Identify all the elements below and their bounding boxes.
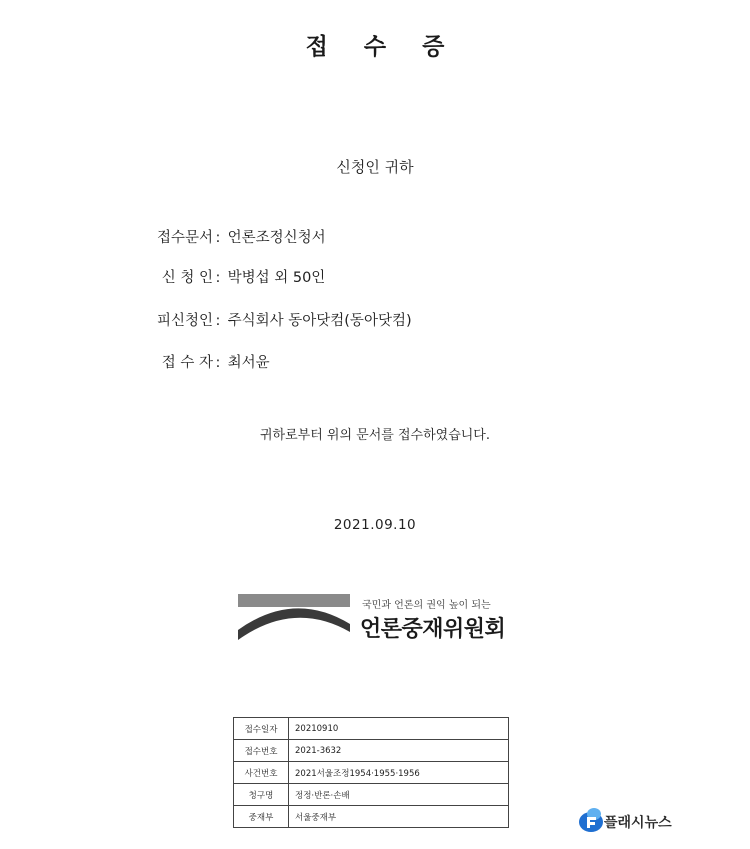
- watermark-text: 플래시뉴스: [604, 815, 672, 831]
- field-label: 접 수 자: [161, 355, 213, 371]
- logo-tagline: 국민과 언론의 권익 높이 되는: [362, 600, 491, 611]
- field-value: 주식회사 동아닷컴(동아닷컴): [227, 313, 412, 329]
- field-colon: :: [215, 313, 221, 329]
- table-key: 사건번호: [234, 762, 289, 784]
- field-applicant: [145, 266, 325, 287]
- organization-name: 언론중재위원회: [360, 617, 506, 642]
- receipt-message: 귀하로부터 위의 문서를 접수하였습니다.: [259, 428, 490, 443]
- table-value: 정정·반론·손배: [289, 784, 509, 806]
- table-row: [234, 784, 509, 806]
- field-value: 박병섭 외 50인: [227, 270, 326, 286]
- table-row: [234, 806, 509, 828]
- field-colon: :: [215, 355, 221, 371]
- table-key: 청구명: [234, 784, 289, 806]
- field-document: [145, 226, 326, 247]
- field-colon: :: [215, 230, 221, 246]
- field-receiver: [145, 351, 270, 372]
- document-title: 접 수 증: [305, 34, 459, 60]
- table-key: 접수일자: [234, 718, 289, 740]
- table-row: [234, 740, 509, 762]
- field-label: 피신청인: [156, 313, 213, 329]
- field-label: 신 청 인: [161, 270, 213, 286]
- addressee-line: 신청인 귀하: [336, 158, 414, 176]
- table-value: 20210910: [289, 718, 509, 740]
- table-row: [234, 762, 509, 784]
- flash-news-logo-icon: [578, 806, 604, 834]
- field-colon: :: [215, 270, 221, 286]
- field-label: 접수문서: [156, 230, 213, 246]
- field-respondent: [145, 309, 412, 330]
- issue-date: 2021.09.10: [333, 517, 417, 533]
- receipt-info-table: [233, 717, 509, 828]
- table-value: 2021서울조정1954·1955·1956: [289, 762, 509, 784]
- table-key: 중재부: [234, 806, 289, 828]
- field-value: 최서윤: [227, 355, 270, 371]
- table-value: 서울중재부: [289, 806, 509, 828]
- arc-emblem-icon: [238, 594, 350, 640]
- field-value: 언론조정신청서: [227, 230, 326, 246]
- table-row: [234, 718, 509, 740]
- table-key: 접수번호: [234, 740, 289, 762]
- table-value: 2021-3632: [289, 740, 509, 762]
